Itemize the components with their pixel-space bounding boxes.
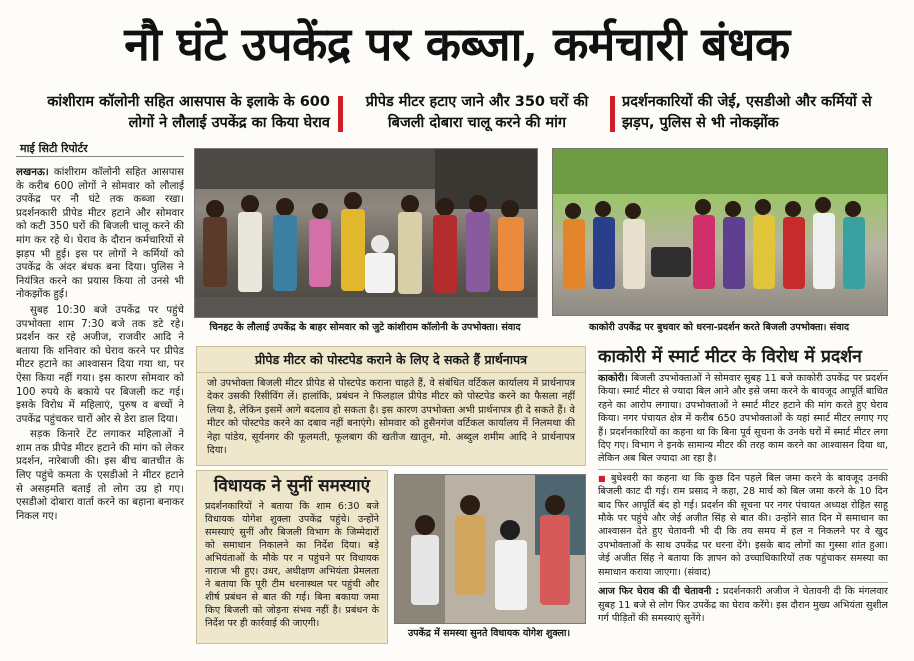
mla-box [196, 470, 388, 644]
red-divider-bar [610, 96, 615, 132]
story-paragraph: सुबह 10:30 बजे उपकेंद्र पर पहुंचे उपभोक्ता शाम 7:30 बजे तक डटे रहे। प्रदर्शन कर रहे अजीज, राजवीर आदि ने बताया कि शनिवार को घेराव करने पर प्रीपेड मीटर हटाने का आश्वासन दिया गया था, पर ऐसा किया नहीं गया। इस कारण सोमवार को 100 रुपये के बकाये पर बिजली कट गई। इसके विरोध में महिलाएं, पुरुष व बच्चों ने उपकेंद्र पहुंचकर चारों ओर से डेरा डाल दिया। [16, 304, 184, 425]
story-paragraph: कांशीराम कॉलोनी सहित आसपास के करीब 600 लोगों ने सोमवार को लौलाई उपकेंद्र पर नौ घंटे तक कब्जा रखा। प्रदर्शनकारी प्रीपेड मीटर हटाने और सोमवार को कटी 350 घरों की बिजली चालू करने की मांग कर रहे थे। घेराव के दौरान कर्मचारियों से झड़प भी हुई। इस पर लोगों ने कर्मियों को उपकेंद्र के अंदर बंधक बना दिया। पुलिस ने नियंत्रित करने का प्रयास किया तो उनसे भी नोकझोंक हुई। [16, 167, 184, 301]
protest-photo [194, 148, 538, 318]
divider [598, 370, 888, 371]
photo-caption: चिनहट के लौलाई उपकेंद्र के बाहर सोमवार को जुटे कांशीराम कॉलोनी के उपभोक्ता। संवाद [209, 322, 521, 333]
story-paragraph: प्रदर्शनकारी अजीज ने चेतावनी दी कि मंगलवार सुबह 11 बजे से लोग फिर उपकेंद्र का घेराव करेंगे। इस दौरान मुख्य अभियंता सुशील गर्ग पीड़ितों की समस्याएं सुनेंगे। [598, 586, 888, 624]
divider [16, 156, 184, 157]
divider [598, 582, 888, 583]
mla-photo-image [395, 475, 585, 623]
divider [598, 469, 888, 470]
red-divider-bar [338, 96, 343, 132]
subhead-2: प्रीपेड मीटर हटाए जाने और 350 घरों की बिजली दोबारा चालू करने की मांग [365, 94, 589, 131]
bullet-icon: ■ [598, 473, 607, 483]
photo-caption: काकोरी उपकेंद्र पर बुधवार को धरना-प्रदर्शन करते बिजली उपभोक्ता। संवाद [588, 322, 850, 333]
byline: माई सिटी रिपोर्टर [20, 142, 88, 155]
box-text: प्रदर्शनकारियों ने बताया कि शाम 6:30 बजे विधायक योगेश शुक्ला उपकेंद्र पहुंचे। उन्होंने समस्याएं सुनीं और बिजली विभाग के जिम्मेदारों को समाधान निकालने का निर्देश दिया। बड़े अभियंताओं के मौके पर न पहुंचने पर विधायक नाराज भी हुए। उधर, अधीक्षण अभियंता प्रेमलता ने बताया कि पूरी टीम धरनास्थल पर पहुंची और शीर्ष प्रबंधन से बात की गई। बिना बकाया जमा किए बिजली को जोड़ना संभव नहीं है। प्रबंधन के निर्देश पर ही कार्रवाई की जाएगी। [205, 501, 379, 629]
subhead-3: प्रदर्शनकारियों की जेई, एसडीओ और कर्मियों से झड़प, पुलिस से भी नोकझोंक [622, 94, 872, 131]
main-story-column [16, 166, 184, 656]
headline: नौ घंटे उपकेंद्र पर कब्जा, कर्मचारी बंधक [124, 17, 790, 71]
photo-caption: उपकेंद्र में समस्या सुनते विधायक योगेश शुक्ला। [407, 628, 571, 639]
dateline: लखनऊ। [16, 167, 49, 178]
story-paragraph: बिजली उपभोक्ताओं ने सोमवार सुबह 11 बजे काकोरी उपकेंद्र पर प्रदर्शन किया। स्मार्ट मीटर से ज्यादा बिल आने और इसे जमा करने के बावजूद आपूर्ति बाधित रहने का आरोप लगाया। उपभोक्ताओं ने स्मार्ट मीटर हटाने की मांग करते हुए घेराव किया। नगर पंचायत क्षेत्र में करीब 650 उपभोक्ताओं के यहां स्मार्ट मीटर लगाए गए हैं। प्रदर्शनकारियों का कहना था कि बिना पूर्व सूचना के उनके घरों में स्मार्ट मीटर लगा दिए गए। विभाग ने इनके सामान्य मीटर की तरह काम करने का आश्वासन दिया था, लेकिन अब बिल ज्यादा आ रहा है। [598, 373, 888, 465]
protest-photo-image [195, 149, 537, 317]
kakori-story [598, 372, 888, 625]
story-paragraph: बुधेश्वरी का कहना था कि कुछ दिन पहले बिल जमा करने के बावजूद उनकी बिजली काट दी गई। राम प्रसाद ने कहा, 28 मार्च को बिल जमा करने के 10 दिन बाद फिर आपूर्ति बंद हो गई। प्रदर्शन की सूचना पर नगर पंचायत अध्यक्ष रोहित साहू मौके पर पहुंचे और जेई अजीत सिंह से बात की। उन्होंने सात दिन में समाधान का आश्वासन देते हुए चेतावनी भी दी कि तय समय में हल न निकलने पर वे खुद उपभोक्ताओं के साथ उपकेंद्र पर धरना देंगे। इसके बाद लोगों का गुस्सा शांत हुआ। जेई अजीत सिंह ने बताया कि ज्ञापन को उच्चाधिकारियों तक पहुंचाकर समस्या का समाधान कराया जाएगा। (संवाद) [598, 472, 888, 578]
kakori-headline: काकोरी में स्मार्ट मीटर के विरोध में प्रदर्शन [598, 347, 862, 367]
subhead-1: कांशीराम कॉलोनी सहित आसपास के इलाके के 600 लोगों ने लौलाई उपकेंद्र का किया घेराव [47, 94, 330, 131]
box-title: विधायक ने सुनीं समस्याएं [213, 476, 371, 496]
prepaid-info-box [196, 346, 586, 466]
dateline: काकोरी। [598, 373, 628, 384]
box-title: प्रीपेड मीटर को पोस्टपेड कराने के लिए दे सकते हैं प्रार्थनापत्र [197, 347, 585, 373]
mla-photo [394, 474, 586, 624]
story-paragraph: सड़क किनारे टेंट लगाकर महिलाओं ने शाम तक प्रीपेड मीटर हटाने की मांग को लेकर प्रदर्शन, नारेबाजी की। इस बीच बातचीत के लिए पहुंचे कमता के एसडीओ ने मीटर हटाने से असहमति बताई तो लोग उग्र हो गए। एसडीओ दोबारा वार्ता करने का बहाना बनाकर निकल गए। [16, 429, 184, 522]
kakori-protest-photo-image [553, 149, 887, 315]
box-text: जो उपभोक्ता बिजली मीटर प्रीपेड से पोस्टपेड कराना चाहते हैं, वे संबंधित वर्टिकल कार्यालय में प्रार्थनापत्र देकर उसकी रिसीविंग लें। हालांकि, प्रबंधन ने फिलहाल प्रीपेड मीटर को पोस्टपेड करने का फैसला नहीं लिया है, लेकिन इसमें आगे बदलाव हो सकता है। इस कारण उपभोक्ता अभी प्रार्थनापत्र ही दे सकते हैं। वे मीटर को पोस्टपेड करने का दबाव नहीं बनाएंगे। सोमवार को हुसैनगंज वर्टिकल कार्यालय में निलमथा की नेहा पांडेय, सूर्यनगर की फूलमती, फूलबाग की खतीज खातून, मो. अब्दुल शमीम आदि ने प्रार्थनापत्र दिया। [207, 378, 575, 457]
subhead-inline: आज फिर घेराव की दी चेतावनी : [598, 586, 720, 598]
kakori-protest-photo [552, 148, 888, 316]
